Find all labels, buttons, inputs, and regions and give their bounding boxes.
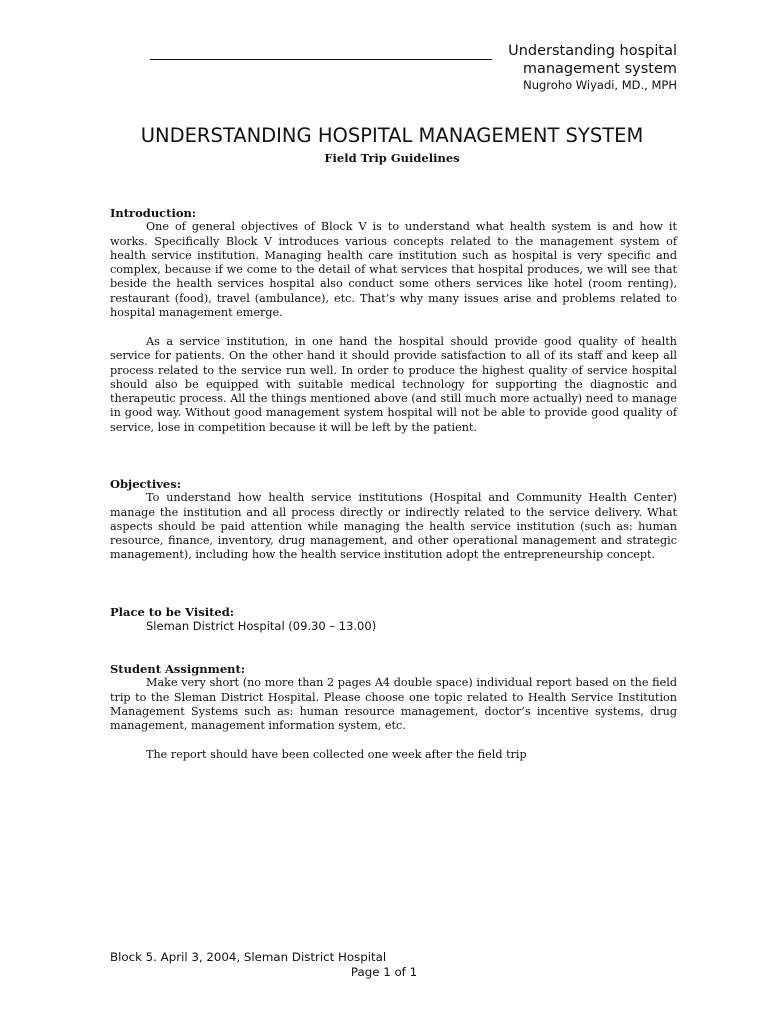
page-number: Page 1 of 1	[350, 965, 418, 979]
footer-text: Block 5. April 3, 2004, Sleman District Hospital	[110, 950, 387, 964]
objectives-section	[110, 477, 677, 563]
document-title: UNDERSTANDING HOSPITAL MANAGEMENT SYSTEM	[140, 124, 644, 147]
place-paragraph: Sleman District Hospital (09.30 – 13.00)	[146, 619, 377, 634]
introduction-heading: Introduction:	[110, 206, 197, 220]
assignment-paragraph-2: The report should have been collected one week after the field trip	[146, 748, 527, 761]
assignment-paragraph-1: Make very short (no more than 2 pages A4 double space) individual report based on the field trip to the Sleman District Hospital. Please choose one topic related to Health Service Institution Management Systems such as: human resource management, doctor’s incentive systems, drug management, management information system, etc.	[110, 676, 677, 733]
header-title: Understanding hospital management system	[508, 43, 677, 77]
assignment-paragraph-2-block	[110, 748, 677, 762]
introduction-paragraph-2-block	[110, 335, 677, 435]
header-rule	[150, 59, 492, 60]
objectives-heading: Objectives:	[110, 477, 181, 491]
introduction-paragraph-2: As a service institution, in one hand the hospital should provide good quality of health service for patients. On the other hand it should provide satisfaction to all of its staff and keep all process related to the service run well. In order to produce the highest quality of service hospital should also be equipped with suitable medical technology for supporting the diagnostic and therapeutic process. All the things mentioned above (and still much more actually) need to manage in good way. Without good management system hospital will not be able to provide good quality of service, lose in competition because it will be left by the patient.	[110, 335, 677, 434]
introduction-paragraph-1: One of general objectives of Block V is to understand what health system is and how it works. Specifically Block V introduces various concepts related to the management system of health service institution. Managing health care institution such as hospital is very specific and complex, because if we come to the detail of what services that hospital produces, we will see that beside the health services hospital also conduct some others services like hotel (room renting), restaurant (food), travel (ambulance), etc. That’s why many issues arise and problems related to hospital management emerge.	[110, 220, 677, 320]
objectives-paragraph: To understand how health service institutions (Hospital and Community Health Center) manage the institution and all process directly or indirectly related to the service delivery. What aspects should be paid attention while managing the health service institution (such as: human resource, finance, inventory, drug management, and other operational management and strategic management), including how the health service institution adopt the entrepreneurship concept.	[110, 491, 677, 562]
assignment-heading: Student Assignment:	[110, 662, 246, 676]
place-section	[110, 605, 677, 634]
assignment-section	[110, 662, 677, 733]
introduction-section	[110, 206, 677, 320]
place-heading: Place to be Visited:	[110, 605, 234, 619]
document-subtitle: Field Trip Guidelines	[324, 151, 460, 165]
header-author: Nugroho Wiyadi, MD., MPH	[523, 78, 677, 92]
